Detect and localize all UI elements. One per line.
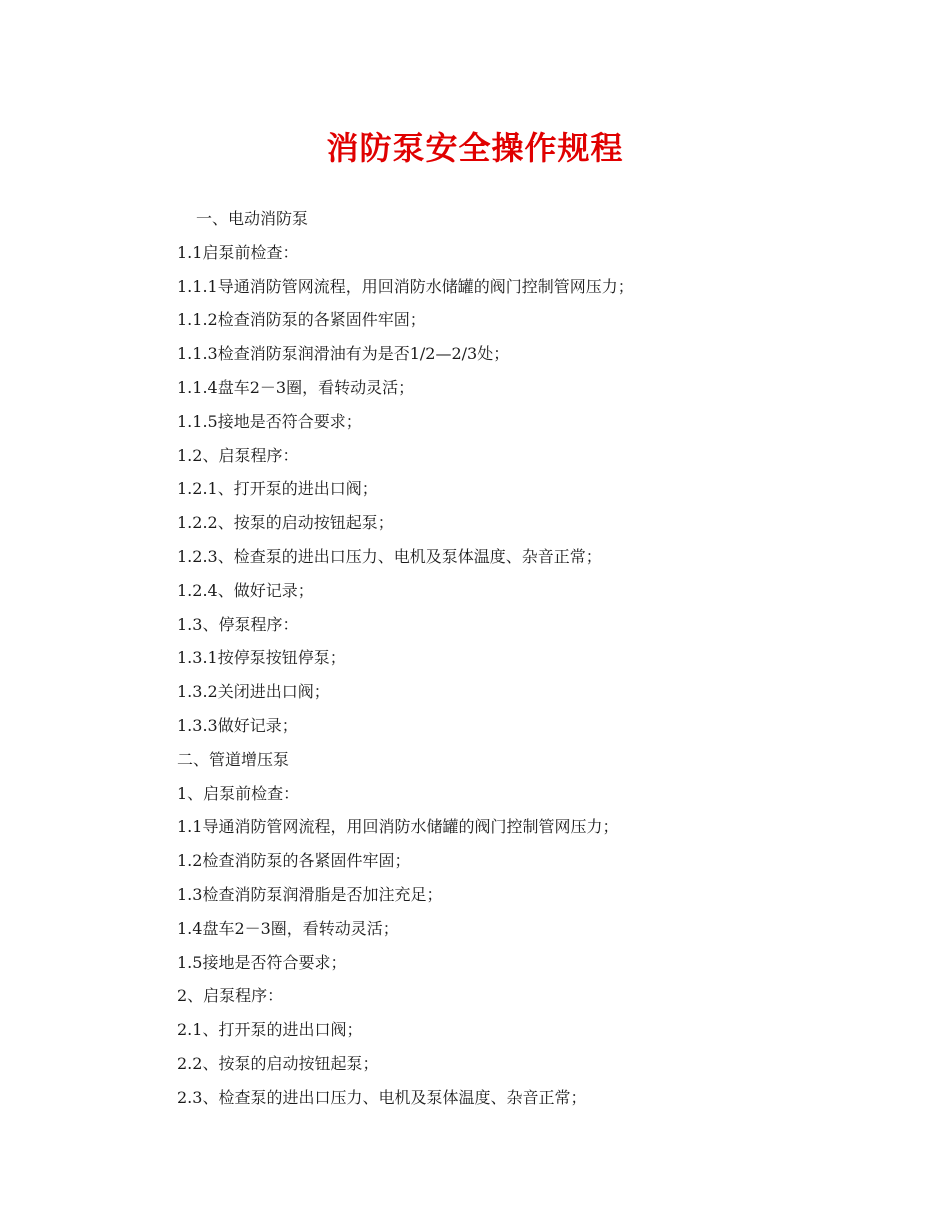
text-line: 1.5接地是否符合要求；	[177, 952, 347, 972]
text-line: 1.1.3检查消防泵润滑油有为是否1/2—2/3处；	[177, 344, 510, 364]
text-line: 1.3.3做好记录；	[177, 715, 298, 735]
text-line: 一、电动消防泵	[196, 209, 309, 228]
text-line: 1.1.4盘车2－3圈，看转动灵活；	[177, 377, 415, 397]
text-line: 1.4盘车2－3圈，看转动灵活；	[177, 918, 399, 938]
text-line: 1.2.2、按泵的启动按钮起泵；	[177, 513, 394, 533]
text-line: 2.3、检查泵的进出口压力、电机及泵体温度、杂音正常；	[177, 1087, 587, 1107]
text-line: 1.2.1、打开泵的进出口阀；	[177, 479, 378, 499]
text-line: 1.3检查消防泵润滑脂是否加注充足；	[177, 884, 443, 904]
text-line: 1.1.5接地是否符合要求；	[177, 411, 362, 431]
text-line: 1.2.3、检查泵的进出口压力、电机及泵体温度、杂音正常；	[177, 546, 602, 566]
text-line: 二、管道增压泵	[177, 749, 290, 769]
text-line: 1.3、停泵程序：	[177, 614, 299, 634]
text-line: 1.2.4、做好记录；	[177, 580, 314, 600]
text-line: 1.1启泵前检查：	[177, 242, 299, 262]
document-body	[177, 202, 877, 1115]
text-line: 2.1、打开泵的进出口阀；	[177, 1020, 363, 1040]
text-line: 1.1.2检查消防泵的各紧固件牢固；	[177, 310, 426, 330]
text-line: 1.3.2关闭进出口阀；	[177, 682, 330, 702]
document-title: 消防泵安全操作规程	[326, 129, 624, 167]
text-line: 1.2检查消防泵的各紧固件牢固；	[177, 851, 411, 871]
text-line: 1.1.1导通消防管网流程，用回消防水储罐的阀门控制管网压力；	[177, 276, 634, 296]
text-line: 1.2、启泵程序：	[177, 445, 299, 465]
text-line: 1.3.1按停泵按钮停泵；	[177, 648, 346, 668]
text-line: 1、启泵前检查：	[177, 783, 300, 803]
text-line: 2.2、按泵的启动按钮起泵；	[177, 1053, 379, 1073]
text-line: 2、启泵程序：	[177, 986, 284, 1006]
text-line: 1.1导通消防管网流程，用回消防水储罐的阀门控制管网压力；	[177, 817, 619, 837]
